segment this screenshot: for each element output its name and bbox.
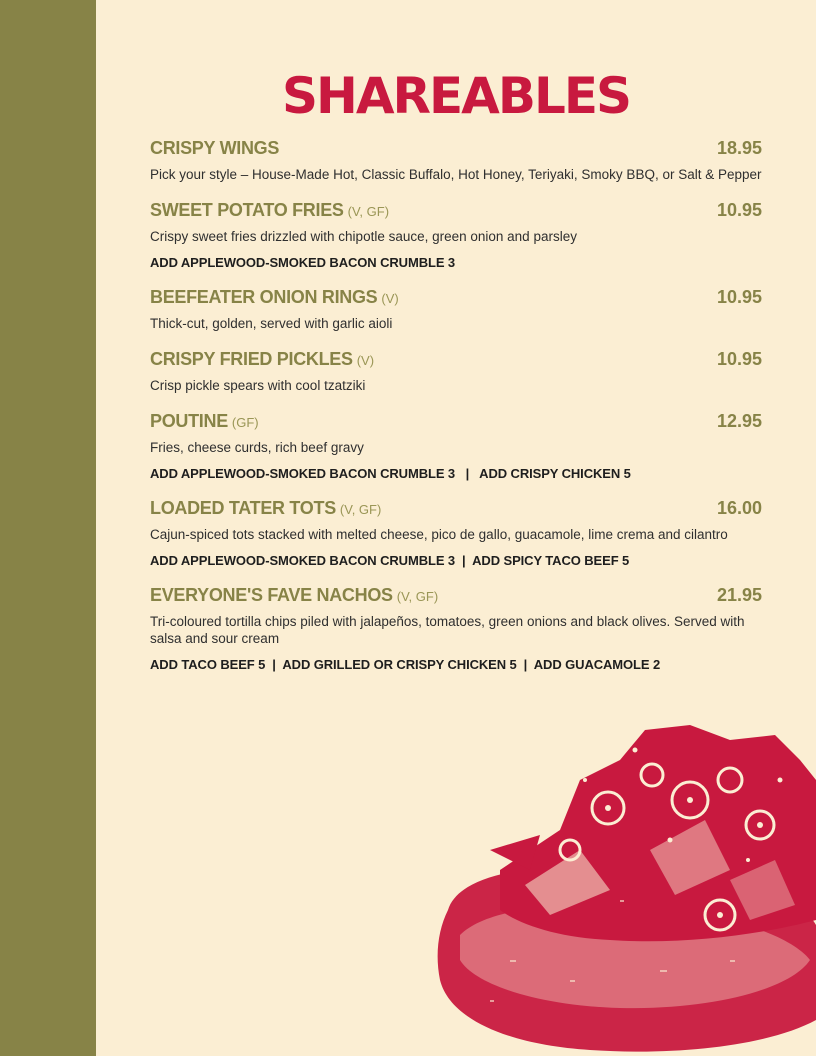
- item-name: EVERYONE'S FAVE NACHOS: [150, 585, 393, 605]
- menu-item: [150, 137, 762, 183]
- item-description: Crisp pickle spears with cool tzatziki: [150, 378, 366, 393]
- item-addons: ADD APPLEWOOD-SMOKED BACON CRUMBLE 3 | ADD CRISPY CHICKEN 5: [150, 466, 631, 481]
- item-description: Tri-coloured tortilla chips piled with jalapeños, tomatoes, green onions and black olives. Served with salsa and sour cream: [150, 614, 745, 646]
- item-price: 10.95: [716, 349, 762, 369]
- page-title: SHAREABLES: [281, 67, 631, 125]
- item-addons: ADD APPLEWOOD-SMOKED BACON CRUMBLE 3 | ADD SPICY TACO BEEF 5: [150, 553, 630, 568]
- sidebar-band: [0, 0, 96, 1056]
- item-price: 12.95: [716, 411, 762, 431]
- item-name: POUTINE: [150, 411, 228, 431]
- item-price: 16.00: [716, 498, 762, 518]
- item-addons: ADD APPLEWOOD-SMOKED BACON CRUMBLE 3: [150, 255, 456, 270]
- nachos-plate-illustration: [430, 720, 816, 1056]
- item-dietary-tags: (V, GF): [339, 502, 382, 517]
- item-dietary-tags: (V, GF): [347, 204, 390, 219]
- item-dietary-tags: (V, GF): [396, 589, 439, 604]
- item-price: 18.95: [716, 138, 762, 158]
- item-name: LOADED TATER TOTS: [150, 498, 336, 518]
- item-description: Crispy sweet fries drizzled with chipotle sauce, green onion and parsley: [150, 229, 577, 244]
- item-description: Cajun-spiced tots stacked with melted cheese, pico de gallo, guacamole, lime crema and cilantro: [150, 527, 728, 542]
- menu-item: [150, 199, 762, 270]
- menu-item: [150, 410, 762, 481]
- item-dietary-tags: (V): [356, 353, 375, 368]
- item-price: 21.95: [716, 585, 762, 605]
- item-description: Pick your style – House-Made Hot, Classic Buffalo, Hot Honey, Teriyaki, Smoky BBQ, or Salt & Pepper: [150, 167, 762, 182]
- item-addons: ADD TACO BEEF 5 | ADD GRILLED OR CRISPY CHICKEN 5 | ADD GUACAMOLE 2: [150, 657, 661, 672]
- item-price: 10.95: [716, 200, 762, 220]
- menu-list: [150, 137, 762, 688]
- menu-item: [150, 497, 762, 568]
- menu-item: [150, 286, 762, 332]
- item-name: CRISPY WINGS: [150, 138, 280, 158]
- item-name: SWEET POTATO FRIES: [150, 200, 344, 220]
- item-price: 10.95: [716, 287, 762, 307]
- item-description: Thick-cut, golden, served with garlic aioli: [150, 316, 393, 331]
- item-dietary-tags: (GF): [231, 415, 259, 430]
- item-name: BEEFEATER ONION RINGS: [150, 287, 378, 307]
- menu-item: [150, 348, 762, 394]
- item-name: CRISPY FRIED PICKLES: [150, 349, 353, 369]
- menu-item: [150, 584, 762, 672]
- nachos-plate-icon: [438, 725, 816, 1052]
- item-dietary-tags: (V): [381, 291, 399, 306]
- item-description: Fries, cheese curds, rich beef gravy: [150, 440, 364, 455]
